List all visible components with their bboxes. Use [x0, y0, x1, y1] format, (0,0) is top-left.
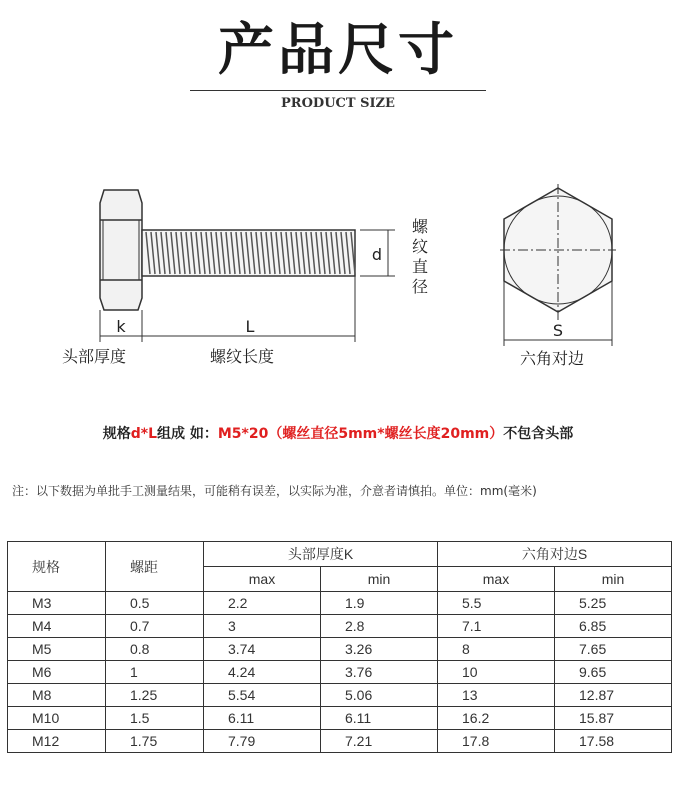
cell-spec: M8 [8, 684, 106, 707]
s-symbol: S [552, 321, 564, 340]
cell-k-min: 6.11 [321, 707, 438, 730]
cell-s-max: 10 [438, 661, 555, 684]
spec-middle: 组成 如： [157, 426, 218, 442]
thread-length-label: 螺纹长度 [210, 347, 275, 366]
header-k-max: max [204, 567, 321, 592]
cell-k-min: 3.76 [321, 661, 438, 684]
cell-k-min: 5.06 [321, 684, 438, 707]
cell-s-max: 8 [438, 638, 555, 661]
spec-example: M5*20（螺丝直径5mm*螺丝长度20mm） [217, 426, 504, 442]
cell-k-max: 6.11 [204, 707, 321, 730]
thread-diameter-label-1: 螺 [412, 217, 429, 236]
header-s-min: min [555, 567, 672, 592]
cell-s-max: 17.8 [438, 730, 555, 753]
bolt-dimension-diagram [0, 170, 676, 380]
cell-k-max: 3 [204, 615, 321, 638]
cell-s-max: 5.5 [438, 592, 555, 615]
size-table [7, 541, 672, 753]
spec-prefix: 规格 [102, 426, 131, 442]
thread-diameter-label-3: 直 [412, 257, 429, 276]
thread-diameter-label-4: 径 [412, 277, 429, 296]
page-subtitle: PRODUCT SIZE [281, 96, 395, 111]
table-row [8, 592, 672, 615]
table-row [8, 615, 672, 638]
k-symbol: k [116, 317, 126, 336]
head-thickness-label: 头部厚度 [62, 347, 127, 366]
cell-k-min: 2.8 [321, 615, 438, 638]
cell-spec: M10 [8, 707, 106, 730]
table-row [8, 730, 672, 753]
cell-s-min: 7.65 [555, 638, 672, 661]
page-title: 产品尺寸 [218, 17, 458, 83]
measurement-note: 注：以下数据为单批手工测量结果，可能稍有误差，以实际为准，介意者请慎拍。单位：mm(毫米) [12, 484, 537, 498]
cell-s-max: 13 [438, 684, 555, 707]
spec-description [0, 423, 676, 443]
spec-formula: d*L [130, 426, 157, 442]
cell-k-max: 2.2 [204, 592, 321, 615]
header-pitch: 螺距 [106, 542, 204, 592]
table-row [8, 638, 672, 661]
cell-spec: M4 [8, 615, 106, 638]
d-symbol: d [371, 245, 382, 264]
cell-pitch: 1.5 [106, 707, 204, 730]
cell-s-max: 7.1 [438, 615, 555, 638]
spec-suffix: 不包含头部 [503, 426, 574, 442]
hex-across-flats-label: 六角对边 [520, 349, 585, 368]
cell-k-max: 7.79 [204, 730, 321, 753]
cell-k-min: 7.21 [321, 730, 438, 753]
table-row [8, 684, 672, 707]
cell-pitch: 1 [106, 661, 204, 684]
cell-k-max: 5.54 [204, 684, 321, 707]
cell-s-min: 9.65 [555, 661, 672, 684]
l-symbol: L [245, 317, 255, 336]
header-k-min: min [321, 567, 438, 592]
cell-s-max: 16.2 [438, 707, 555, 730]
cell-k-min: 1.9 [321, 592, 438, 615]
cell-spec: M3 [8, 592, 106, 615]
header-s-max: max [438, 567, 555, 592]
header-hex-across-flats: 六角对边S [438, 542, 672, 567]
cell-pitch: 1.25 [106, 684, 204, 707]
cell-spec: M5 [8, 638, 106, 661]
header-head-thickness: 头部厚度K [204, 542, 438, 567]
cell-pitch: 0.8 [106, 638, 204, 661]
table-row [8, 707, 672, 730]
cell-k-max: 4.24 [204, 661, 321, 684]
header-spec: 规格 [8, 542, 106, 592]
cell-k-max: 3.74 [204, 638, 321, 661]
cell-s-min: 5.25 [555, 592, 672, 615]
table-header-row-1 [8, 542, 672, 567]
thread-diameter-label-2: 纹 [412, 237, 429, 256]
cell-s-min: 6.85 [555, 615, 672, 638]
table-row [8, 661, 672, 684]
cell-spec: M6 [8, 661, 106, 684]
cell-pitch: 0.7 [106, 615, 204, 638]
cell-s-min: 12.87 [555, 684, 672, 707]
cell-pitch: 0.5 [106, 592, 204, 615]
cell-spec: M12 [8, 730, 106, 753]
title-divider [190, 90, 486, 91]
cell-k-min: 3.26 [321, 638, 438, 661]
cell-s-min: 15.87 [555, 707, 672, 730]
cell-s-min: 17.58 [555, 730, 672, 753]
cell-pitch: 1.75 [106, 730, 204, 753]
